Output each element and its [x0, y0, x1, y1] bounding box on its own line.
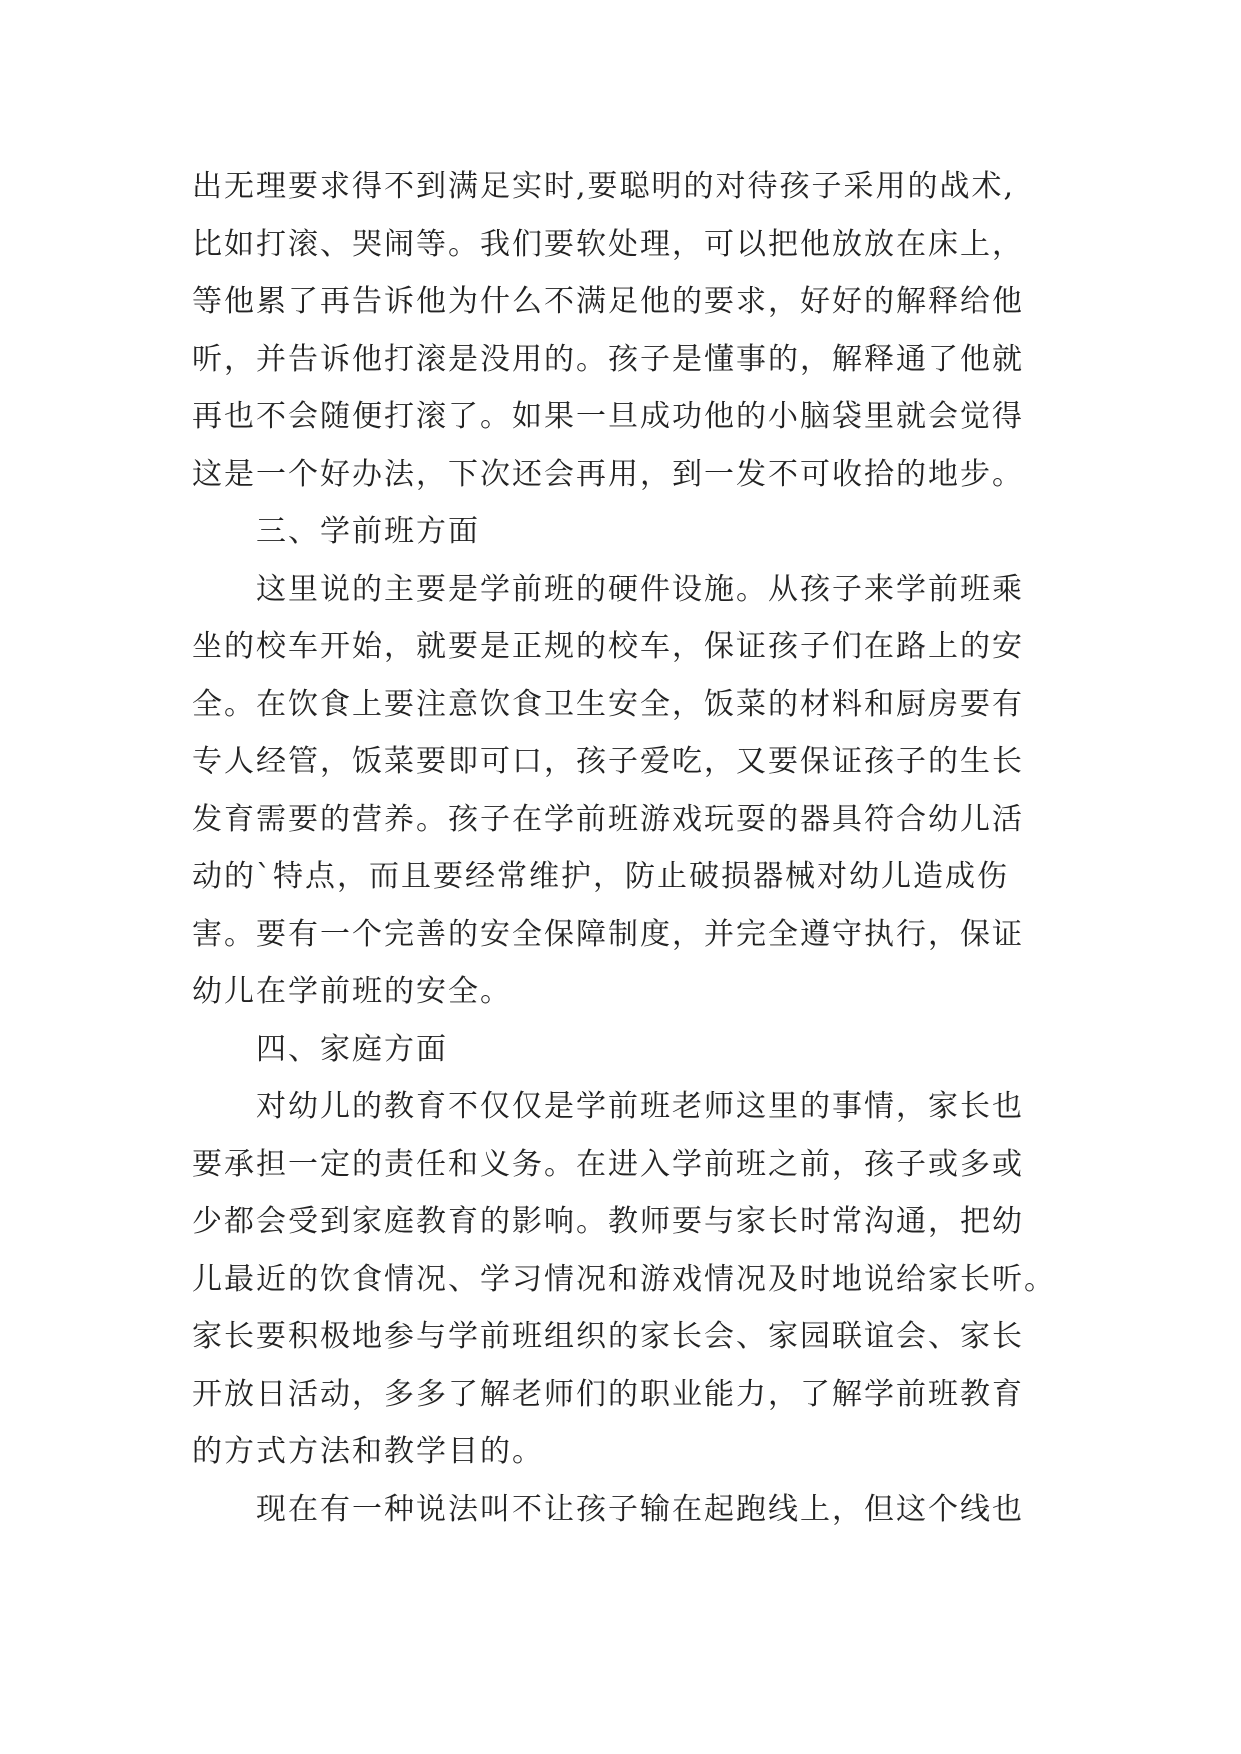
- text-line: 幼儿在学前班的安全。: [192, 974, 512, 1009]
- text-line: 发育需要的营养。孩子在学前班游戏玩耍的器具符合幼儿活: [192, 801, 1024, 837]
- text-line: 等他累了再告诉他为什么不满足他的要求，好好的解释给他: [192, 284, 1024, 319]
- text-line: 出无理要求得不到满足实时,要聪明的对待孩子采用的战术,: [192, 169, 1016, 204]
- text-line: 三、学前班方面: [256, 514, 480, 549]
- text-line: 害。要有一个完善的安全保障制度，并完全遵守执行，保证: [192, 916, 1024, 952]
- text-line: 听，并告诉他打滚是没用的。孩子是懂事的，解释通了他就: [192, 341, 1024, 377]
- text-line: 的方式方法和教学目的。: [192, 1434, 544, 1469]
- text-line: 少都会受到家庭教育的影响。教师要与家长时常沟通，把幼: [192, 1204, 1024, 1239]
- document-body: [192, 158, 1092, 1538]
- text-line: 坐的校车开始，就要是正规的校车，保证孩子们在路上的安: [192, 629, 1024, 664]
- text-line: 全。在饮食上要注意饮食卫生安全，饭菜的材料和厨房要有: [192, 686, 1024, 722]
- text-line: 开放日活动，多多了解老师们的职业能力，了解学前班教育: [192, 1376, 1024, 1412]
- text-line: 要承担一定的责任和义务。在进入学前班之前，孩子或多或: [192, 1146, 1024, 1182]
- text-line: 专人经管，饭菜要即可口，孩子爱吃，又要保证孩子的生长: [192, 744, 1024, 779]
- text-line: 这里说的主要是学前班的硬件设施。从孩子来学前班乘: [256, 571, 1024, 607]
- text-line: 这是一个好办法，下次还会再用，到一发不可收拾的地步。: [192, 456, 1024, 492]
- text-line: 四、家庭方面: [256, 1031, 448, 1067]
- text-line: 家长要积极地参与学前班组织的家长会、家园联谊会、家长: [192, 1319, 1024, 1354]
- text-line: 对幼儿的教育不仅仅是学前班老师这里的事情，家长也: [256, 1089, 1024, 1124]
- text-line: 比如打滚、哭闹等。我们要软处理，可以把他放放在床上，: [192, 226, 1024, 262]
- text-line: 儿最近的饮食情况、学习情况和游戏情况及时地说给家长听。: [192, 1261, 1056, 1297]
- text-line: 再也不会随便打滚了。如果一旦成功他的小脑袋里就会觉得: [192, 399, 1024, 434]
- text-line: 现在有一种说法叫不让孩子输在起跑线上，但这个线也: [256, 1491, 1024, 1527]
- text-line: 动的`特点，而且要经常维护，防止破损器械对幼儿造成伤: [192, 859, 1009, 894]
